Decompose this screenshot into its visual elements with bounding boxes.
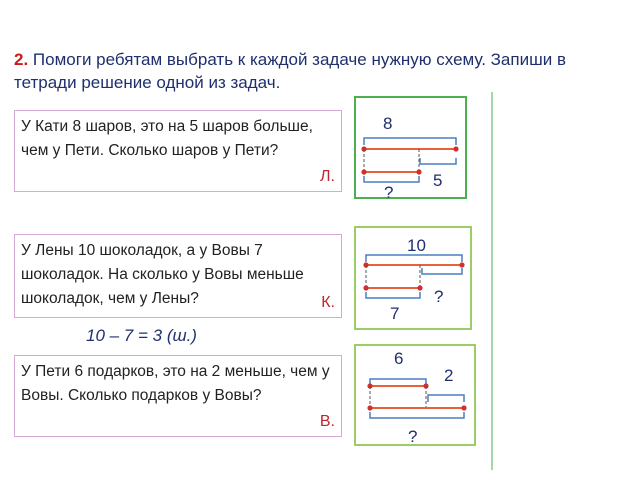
scheme-1-bottom-brace <box>364 176 419 182</box>
scheme-2-side-label: ? <box>434 287 444 306</box>
scheme-1-top-brace <box>364 138 456 145</box>
scheme-1-point <box>416 169 421 174</box>
scheme-2-top-brace <box>366 255 462 262</box>
task-instruction: Помоги ребятам выбрать к каждой задаче нужную схему. Запиши в тетради решение одной из задач. <box>14 50 566 92</box>
scheme-2-bottom-brace <box>366 292 420 298</box>
scheme-2-side-brace <box>422 268 462 274</box>
problem-text-2: У Лены 10 шоколадок, а у Вовы 7 шоколадок. На сколько у Вовы меньше шоколадок, чем у Лены? <box>21 242 304 307</box>
scheme-2-point <box>363 285 368 290</box>
scheme-3-top-brace <box>370 379 426 386</box>
problem-text-1: У Кати 8 шаров, это на 5 шаров больше, чем у Пети. Сколько шаров у Пети? <box>21 118 313 159</box>
scheme-1 <box>361 114 458 202</box>
scheme-1-bottom-label: ? <box>384 183 394 202</box>
scheme-2-top-label: 10 <box>407 236 426 255</box>
scheme-3-side-label: 2 <box>444 366 454 385</box>
scheme-3-side-brace <box>428 395 464 402</box>
task-number: 2. <box>14 50 29 69</box>
scheme-3-point <box>367 405 372 410</box>
problem-text-3: У Пети 6 подарков, это на 2 меньше, чем у Вовы. Сколько подарков у Вовы? <box>21 363 330 404</box>
scheme-1-point <box>361 169 366 174</box>
problem-tag-1: Л. <box>320 168 335 185</box>
scheme-1-side-brace <box>420 158 456 164</box>
scheme-2-point <box>459 262 464 267</box>
scheme-2-point <box>417 285 422 290</box>
scheme-2 <box>363 236 464 323</box>
scheme-3-top-label: 6 <box>394 349 404 368</box>
problem-tag-2: К. <box>321 294 335 311</box>
scheme-1-side-label: 5 <box>433 171 443 190</box>
scheme-3 <box>367 349 466 446</box>
scheme-3-bottom-brace <box>370 412 464 418</box>
problem-tag-3: В. <box>319 413 335 430</box>
scheme-1-point <box>453 146 458 151</box>
solution-line: 10 – 7 = 3 (ш.) <box>86 326 197 345</box>
scheme-3-bottom-label: ? <box>408 427 418 446</box>
scheme-3-point <box>461 405 466 410</box>
scheme-1-top-label: 8 <box>383 114 393 133</box>
scheme-2-bottom-label: 7 <box>390 304 400 323</box>
